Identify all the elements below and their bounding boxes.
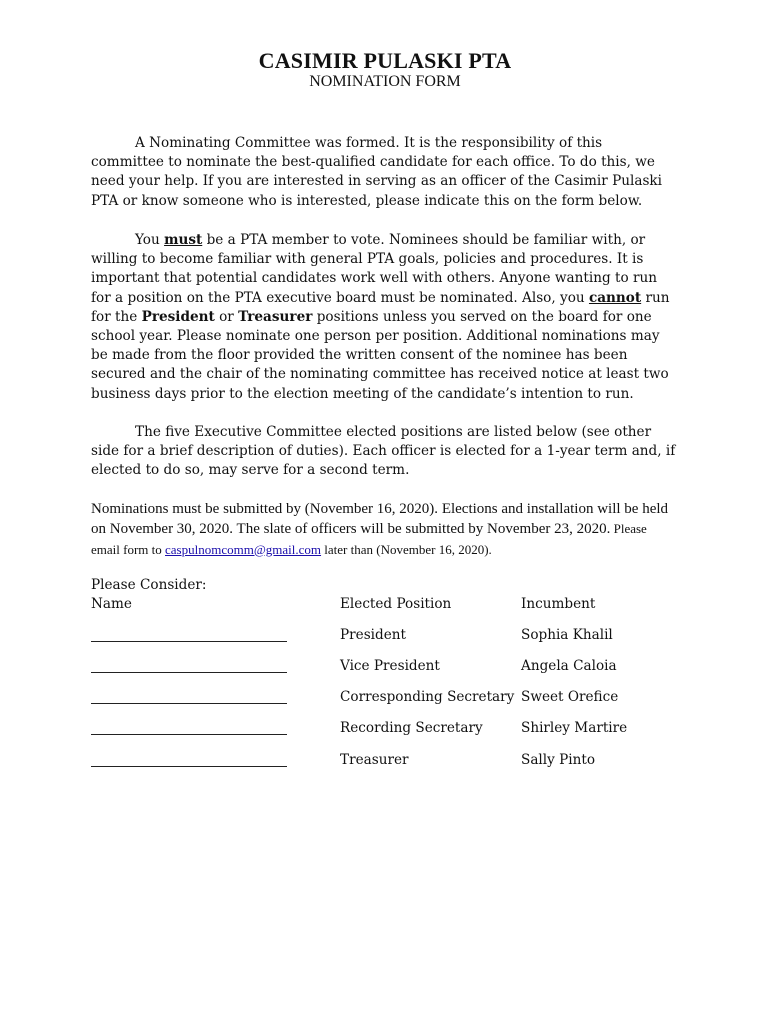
incumbent-name: Sweet Orefice xyxy=(521,689,619,705)
nominee-name-blank[interactable] xyxy=(91,703,287,704)
nomination-row-treasurer xyxy=(0,752,770,774)
nomination-row-corresponding-secretary xyxy=(0,689,770,711)
deadline-paragraph: Nominations must be submitted by (November 16, 2020). Elections and installation will be held on November 30, 2020. The slate of officers will be submitted by November 23, 2020. Please email form to caspulnomcomm@gmail.com later than (November 16, 2020). xyxy=(91,501,669,557)
president-emphasis: President xyxy=(141,308,215,325)
nominee-name-blank[interactable] xyxy=(91,766,287,767)
elected-position: Recording Secretary xyxy=(340,720,483,736)
incumbent-name: Sophia Khalil xyxy=(521,627,613,643)
incumbent-name: Angela Caloia xyxy=(521,658,617,674)
treasurer-emphasis: Treasurer xyxy=(238,308,313,325)
nominee-name-blank[interactable] xyxy=(91,672,287,673)
eligibility-paragraph: You must be a PTA member to vote. Nominees should be familiar with, or willing to become familiar with general PTA goals, policies and procedures. It is important that potential candidates work well with others. Anyone wanting to run for a position on the PTA executive board must be nominated. Also, you cannot run for the President or Treasurer positions unless you served on the board for one school year. Please nominate one person per position. Additional nominations may be made from the floor provided the written consent of the nominee has been secured and the chair of the nominating committee has received notice at least two business days prior to the election meeting of the candidate’s intention to run. xyxy=(91,232,670,402)
must-emphasis: must xyxy=(164,232,203,248)
nomination-row-president xyxy=(0,627,770,649)
incumbent-name: Sally Pinto xyxy=(521,752,596,768)
page-subtitle: NOMINATION FORM xyxy=(309,73,461,90)
intro-paragraph: A Nominating Committee was formed. It is the responsibility of this committee to nominate the best-qualified candidate for each office. To do this, we need your help. If you are interested in serving as an officer of the Casimir Pulaski PTA or know someone who is interested, please indicate this on the form below. xyxy=(91,135,663,209)
position-column-header: Elected Position xyxy=(340,596,452,612)
incumbent-name: Shirley Martire xyxy=(521,720,628,736)
elected-position: Vice President xyxy=(340,658,440,674)
elected-position: Corresponding Secretary xyxy=(340,689,515,705)
nominee-name-blank[interactable] xyxy=(91,641,287,642)
email-link[interactable]: caspulnomcomm@gmail.com xyxy=(165,541,322,557)
incumbent-column-header: Incumbent xyxy=(521,596,596,612)
elected-position: Treasurer xyxy=(340,752,409,768)
positions-paragraph: The five Executive Committee elected positions are listed below (see other side for a brief description of duties). Each officer is elected for a 1-year term and, if elected to do so, may serve for a second term. xyxy=(91,424,676,479)
nomination-row-recording-secretary xyxy=(0,720,770,742)
elected-position: President xyxy=(340,627,406,643)
nomination-row-vice-president xyxy=(0,658,770,680)
nominee-name-blank[interactable] xyxy=(91,734,287,735)
name-column-header: Name xyxy=(91,596,132,612)
page-title: CASIMIR PULASKI PTA xyxy=(258,48,512,73)
cannot-emphasis: cannot xyxy=(588,289,642,306)
please-consider-label: Please Consider: xyxy=(91,577,207,593)
